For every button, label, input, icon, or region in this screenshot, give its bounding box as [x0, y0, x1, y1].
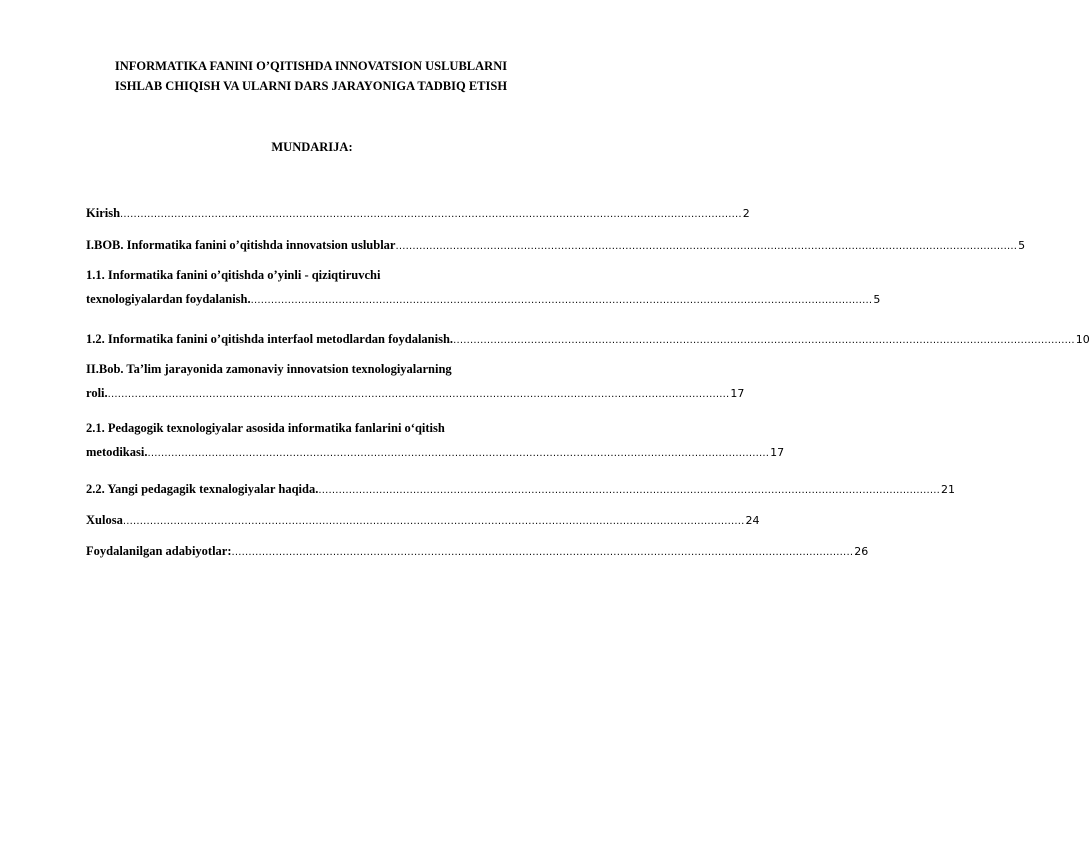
toc-entry-section-1-2[interactable]	[86, 331, 1090, 349]
toc-leader-dots: ........................................................................................................................................................................................	[120, 209, 742, 220]
toc-entry-label: texnologiyalardan foydalanish.	[86, 292, 251, 306]
contents-heading: MUNDARIJA:	[271, 140, 353, 154]
toc-entry-chapter-1[interactable]	[86, 237, 1026, 255]
toc-leader-dots: ........................................................................................................................................................................................	[453, 335, 1075, 346]
toc-page-number: 10	[1075, 333, 1090, 346]
toc-entry-xulosa[interactable]	[86, 512, 760, 530]
toc-entry-label: 1.2. Informatika fanini o’qitishda interfaol metodlardan foydalanish.	[86, 332, 454, 346]
toc-entry-label: Foydalanilgan adabiyotlar:	[86, 544, 232, 558]
toc-entry-label: roli.	[86, 386, 108, 400]
toc-leader-dots: ........................................................................................................................................................................................	[250, 295, 873, 306]
toc-leader-dots: ........................................................................................................................................................................................	[147, 448, 770, 459]
toc-leader-dots: ........................................................................................................................................................................................	[231, 547, 854, 558]
toc-entry-label-line-1: 1.1. Informatika fanini o’qitishda o’yinli - qiziqtiruvchi	[86, 268, 381, 282]
toc-entry-label: metodikasi.	[86, 445, 148, 459]
toc-page-number: 17	[770, 446, 785, 459]
toc-page-number: 5	[873, 293, 881, 306]
toc-entry-label-line-1: II.Bob. Ta’lim jarayonida zamonaviy innovatsion texnologiyalarning	[86, 362, 452, 376]
toc-entry-references[interactable]	[86, 543, 869, 561]
toc-entry-chapter-2[interactable]	[86, 361, 745, 403]
document-title	[60, 56, 562, 96]
toc-leader-dots: ........................................................................................................................................................................................	[122, 516, 745, 527]
toc-entry-label: I.BOB. Informatika fanini o’qitishda innovatsion uslublar	[86, 238, 396, 252]
toc-entry-label: Xulosa	[86, 513, 123, 527]
toc-entry-section-2-1[interactable]	[86, 420, 785, 462]
toc-entry-label: Kirish	[86, 206, 121, 220]
toc-page-number: 24	[745, 514, 760, 527]
toc-page-number: 5	[1018, 239, 1026, 252]
toc-entry-label-line-1: 2.1. Pedagogik texnologiyalar asosida informatika fanlarini o‘qitish	[86, 421, 445, 435]
toc-page-number: 21	[941, 483, 956, 496]
toc-page-number: 2	[742, 207, 750, 220]
toc-entry-section-2-2[interactable]	[86, 481, 956, 499]
toc-entry-kirish[interactable]	[86, 205, 750, 223]
toc-page-number: 17	[730, 387, 745, 400]
toc-leader-dots: ........................................................................................................................................................................................	[318, 485, 941, 496]
toc-leader-dots: ........................................................................................................................................................................................	[395, 241, 1018, 252]
document-title-line-1: INFORMATIKA FANINI O’QITISHDA INNOVATSION USLUBLARNI	[114, 59, 508, 73]
toc-entry-section-1-1[interactable]	[86, 267, 881, 309]
toc-page-number: 26	[854, 545, 869, 558]
toc-leader-dots: ........................................................................................................................................................................................	[107, 389, 730, 400]
toc-entry-label: 2.2. Yangi pedagagik texnalogiyalar haqida.	[86, 482, 319, 496]
document-title-line-2: ISHLAB CHIQISH VA ULARNI DARS JARAYONIGA TADBIQ ETISH	[114, 79, 508, 93]
